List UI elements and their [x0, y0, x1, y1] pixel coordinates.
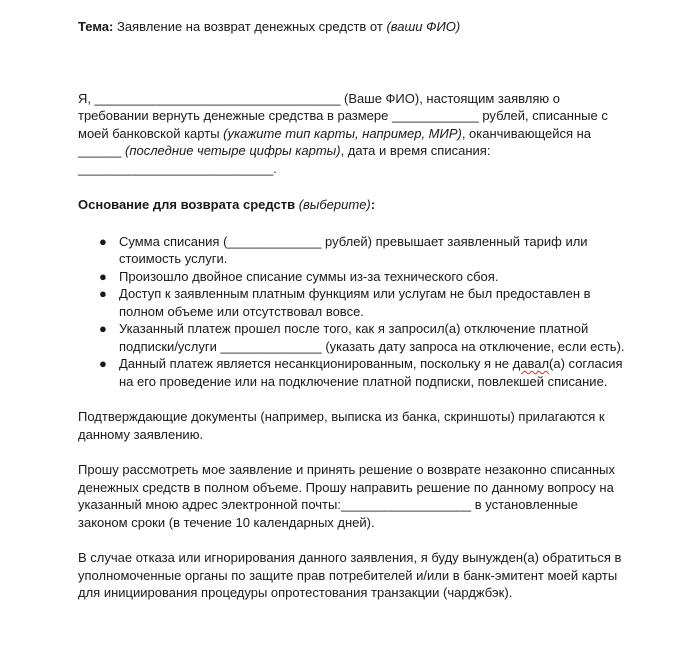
- document-body: [78, 18, 628, 602]
- subject-hint: (ваши ФИО): [386, 19, 461, 34]
- blank-space: [78, 36, 628, 90]
- list-item-text: Доступ к заявленным платным функциям или услугам не был предоставлен в полном объеме или отсутствовал вовсе.: [119, 286, 591, 319]
- list-item: [99, 355, 628, 390]
- list-item-text-after: (а) согласия на его проведение или на подключение платной подписки, повлекшей списание.: [119, 356, 623, 389]
- request-paragraph: Прошу рассмотреть мое заявление и принять решение о возврате незаконно списанных денежных средств в полном объеме. Прошу направить решение по данному вопросу на указанный мною адрес электронной почты:__________________ в установленные законом сроки (в течение 10 календарных дней).: [78, 462, 616, 530]
- list-item-text-before: Данный платеж является несанкционированным, поскольку я не: [119, 356, 513, 371]
- list-item-text: Произошло двойное списание суммы из-за технического сбоя.: [119, 268, 499, 284]
- bullet-icon: ●: [99, 286, 107, 301]
- bullet-icon: ●: [99, 233, 107, 249]
- reasons-colon: :: [370, 197, 376, 212]
- intro-hint-card-type: (укажите тип карты, например, МИР): [223, 125, 462, 141]
- intro-text-2: , оканчивающейся на ______: [78, 125, 592, 158]
- reasons-hint: (выберите): [298, 197, 371, 212]
- documents-paragraph: Подтверждающие документы (например, выписка из банка, скриншоты) прилагаются к данному заявлению.: [78, 409, 605, 442]
- subject-label: Тема:: [78, 19, 114, 34]
- intro-text-1: Я, __________________________________ (Ваше ФИО), настоящим заявляю о требовании вернуть денежные средства в размере ____________ рублей, списанные с моей банковской карты: [78, 90, 608, 141]
- list-item: [99, 285, 628, 320]
- intro-text-3: , дата и время списания: ___________________________.: [78, 143, 491, 176]
- refusal-paragraph: В случае отказа или игнорирования данного заявления, я буду вынужден(а) обратиться в уполномоченные органы по защите прав потребителей и/или в банк-эмитент моей карты для инициирования процедуры опротестования транзакции (чарджбэк).: [78, 550, 622, 600]
- subject-line: [78, 18, 628, 36]
- list-item-text: Сумма списания (_____________ рублей) превышает заявленный тариф или стоимость услуги.: [119, 233, 588, 266]
- reasons-list: [78, 233, 628, 391]
- intro-hint-last-digits: (последние четыре цифры карты): [125, 143, 341, 158]
- bullet-icon: ●: [99, 356, 107, 371]
- list-item: [99, 233, 628, 268]
- bullet-icon: ●: [99, 321, 107, 336]
- reasons-title: Основание для возврата средств: [78, 197, 299, 212]
- list-item: [99, 268, 628, 286]
- spellcheck-flagged-word[interactable]: давал: [512, 356, 550, 371]
- list-item: [99, 320, 628, 355]
- reasons-heading: [78, 196, 628, 214]
- subject-text: Заявление на возврат денежных средств от: [113, 19, 387, 34]
- intro-paragraph: [78, 90, 628, 178]
- list-item-text: Указанный платеж прошел после того, как я запросил(а) отключение платной подписки/услуги ______________ (указать дату запроса на отключение, если есть).: [119, 321, 625, 354]
- bullet-icon: ●: [99, 268, 107, 284]
